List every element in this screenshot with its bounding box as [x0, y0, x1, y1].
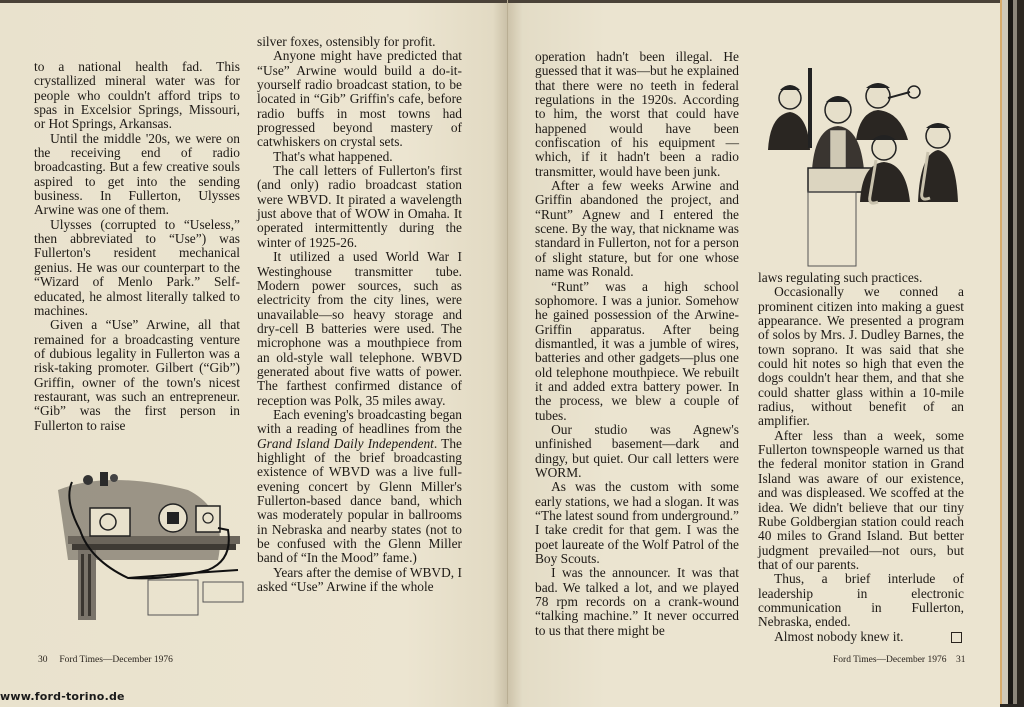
page-number-right: 31	[955, 655, 966, 665]
folio-left	[38, 655, 173, 665]
article-paragraph: Given a “Use” Arwine, all that remained for a broadcasting venture of dubious legality in Fullerton was a risk-taking promoter. Gilbert (“Gib”) Griffin, owner of the town's nicest restaurant, was such an entrepreneur. “Gib” was the first person in Fullerton to raise	[34, 317, 240, 433]
column-left-1	[34, 60, 240, 433]
end-of-article-square-icon	[951, 632, 962, 643]
article-paragraph: As was the custom with some early stations, we had a slogan. It was “The latest sound from underground.” I take credit for that gem. I was the poet laureate of the Wolf Patrol of the Boy Scouts.	[535, 479, 739, 567]
gutter	[507, 0, 508, 704]
trumpet-player	[856, 83, 920, 140]
page-number-left: 30	[38, 655, 48, 665]
article-paragraph: Occasionally we conned a prominent citizen into making a guest appearance. We presented a program of solos by Mrs. J. Dudley Barnes, the town soprano. It was said that she could hit notes so high that even the dogs couldn't hear them, and that she could shatter glass within a 10-mile radius, without benefit of an amplifier.	[758, 284, 964, 429]
watermark: www.ford-torino.de	[0, 690, 125, 703]
article-paragraph: Anyone might have predicted that “Use” Arwine would build a do-it-yourself radio broadcast station, to be located in “Gib” Griffin's cafe, before radio buffs in most towns had progressed beyond mastery of catwhiskers on crystal sets.	[257, 48, 462, 150]
article-paragraph: Almost nobody knew it.	[758, 630, 964, 644]
column-left-2	[257, 35, 462, 594]
column-right-1	[535, 50, 739, 638]
article-paragraph: Until the middle '20s, we were on the receiving end of radio broadcasting. But a few creative souls aspired to get into the sending business. In Fullerton, Ulysses Arwine was one of them.	[34, 130, 240, 218]
article-paragraph: Thus, a brief interlude of leadership in electronic communication in Fullerton, Nebraska, ended.	[758, 571, 964, 630]
radio-apparatus-on-mantel-illustration	[28, 470, 248, 640]
article-paragraph: It utilized a used World War I Westinghouse transmitter tube. Modern power sources, such as electricity from the city lines, were unavailable—so heavy storage and dry-cell B batteries were used. The microphone was a mouthpiece from an old-style wall telephone. WBVD generated about five watts of power. The farthest confirmed distance of reception was Polk, 35 miles away.	[257, 249, 462, 408]
dance-band-musicians-illustration	[760, 60, 960, 270]
saxophone-player-right	[918, 123, 958, 202]
article-paragraph: Years after the demise of WBVD, I asked “Use” Arwine if the whole	[257, 564, 462, 595]
folio-right	[833, 655, 965, 665]
column-right-2	[758, 271, 964, 644]
article-paragraph: After a few weeks Arwine and Griffin abandoned the project, and “Runt” Agnew and I entered the scene. By the way, that nickname was standard in Fullerton, not for a person of slight stature, but for one whose name was Ronald.	[535, 178, 739, 280]
folio-text-right: Ford Times—December 1976	[833, 655, 947, 665]
article-paragraph: Our studio was Agnew's unfinished basement—dark and dingy, but quiet. Our call letters were WORM.	[535, 421, 739, 480]
bass-player	[768, 68, 812, 150]
article-paragraph: silver foxes, ostensibly for profit.	[257, 34, 436, 49]
article-paragraph: Each evening's broadcasting began with a reading of headlines from the Grand Island Daily Independent. The highlight of the brief broadcasting existence of WBVD was a live full-evening concert by Glenn Miller's Fullerton-based dance band, which was moderately popular in ballrooms in Nebraska and nearby states (not to be confused with the Glenn Miller band of “In the Mood” fame.)	[257, 406, 463, 566]
article-paragraph: to a national health fad. This crystallized mineral water was for people who couldn't afford trips to spas in Excelsior Springs, Missouri, or Hot Springs, Arkansas.	[34, 59, 240, 132]
article-paragraph: “Runt” was a high school sophomore. I was a junior. Somehow he gained possession of the Arwine-Griffin apparatus. After being dismantled, it was a jumble of wires, batteries and other gadgets—plus one old telephone mouthpiece. We rebuilt it and added extra battery power. In the process, we blew a couple of tubes.	[535, 278, 739, 423]
article-paragraph: laws regulating such practices.	[758, 270, 923, 285]
newspaper-title: Grand Island Daily Independent	[257, 435, 434, 451]
article-paragraph: The call letters of Fullerton's first (and only) radio broadcast station were WBVD. It pirated a wavelength just above that of WOW in Omaha. It operated intermittently during the winter of 1925-26.	[257, 163, 462, 250]
batteries-below	[148, 580, 243, 615]
article-paragraph: After less than a week, some Fullerton townspeople warned us that the federal monitor station in Grand Island was aware of our existence, and was displeased. We scoffed at the idea. We didn't believe that our tiny Rube Goldbergian station could reach 40 miles to Grand Island. But better judgment prevailed—not ours, but that of our parents.	[758, 427, 964, 572]
folio-text-left: Ford Times—December 1976	[59, 655, 173, 665]
book-edge	[1000, 0, 1024, 704]
article-paragraph: Ulysses (corrupted to “Useless,” then abbreviated to “Use”) was Fullerton's resident mechanical genius. He was our counterpart to the “Wizard of Menlo Park.” Self-educated, he almost literally talked to machines.	[34, 216, 240, 318]
article-paragraph: I was the announcer. It was that bad. We talked a lot, and we played 78 rpm records on a crank-wound “talking machine.” It never occurred to us that there might be	[535, 565, 739, 638]
article-paragraph: That's what happened.	[273, 148, 393, 164]
article-paragraph: operation hadn't been illegal. He guessed that it was—but he explained that there were no teeth in federal regulations in the 1920s. According to him, the worst that could have happened would have been confiscation of his equipment —which, if it hadn't been a radio transmitter, would have been junk.	[535, 49, 739, 179]
